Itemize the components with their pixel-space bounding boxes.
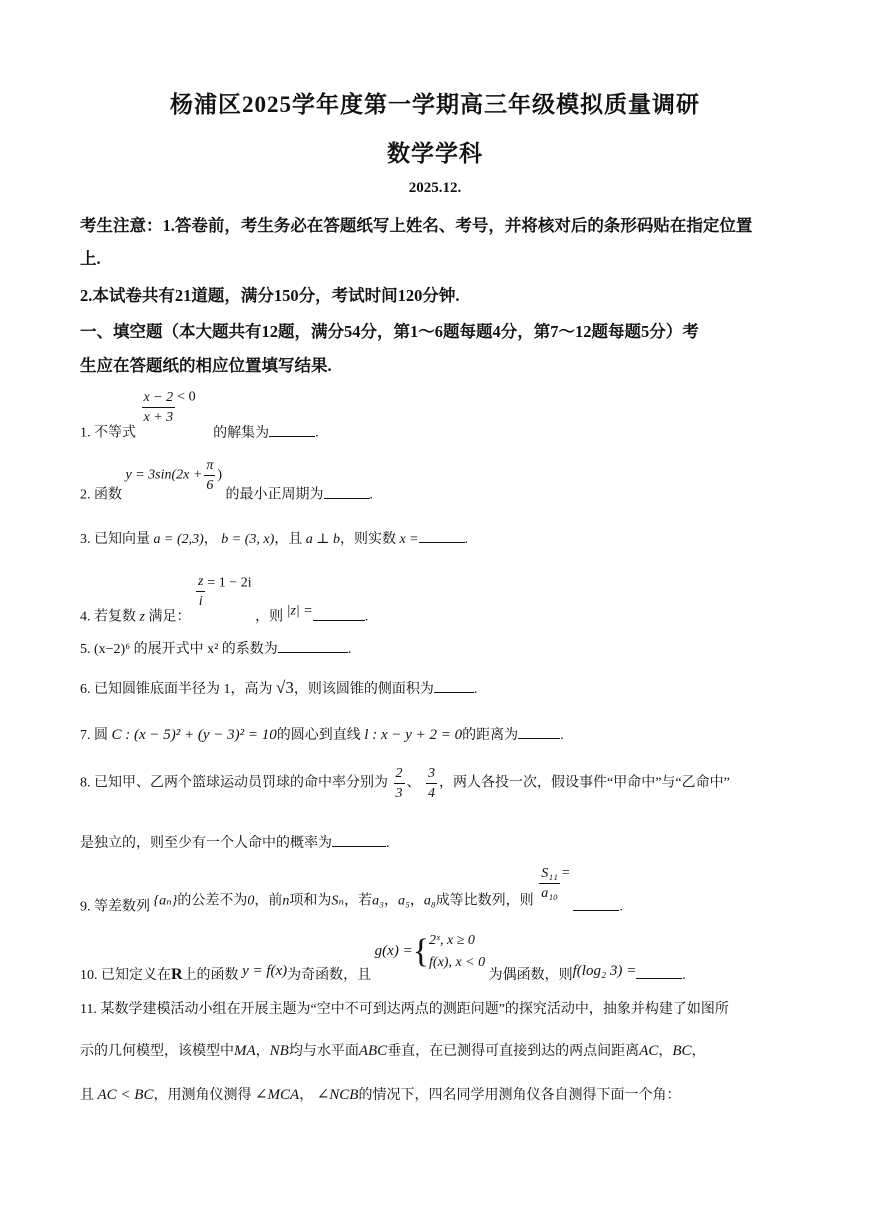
q11-angle-ncb: ∠NCB <box>316 1087 359 1103</box>
q2-prefix: 2. 函数 <box>80 487 122 503</box>
q11-line-2a: 示的几何模型，该模型中 <box>80 1044 234 1059</box>
q3-answer-blank[interactable] <box>419 528 465 543</box>
q8-prob-1-num: 2 <box>394 764 405 784</box>
notice-line-2: 2.本试卷共有21道题，满分150分，考试时间120分钟. <box>80 286 460 305</box>
q9-zero: 0 <box>247 893 255 909</box>
q4-middle: 满足： <box>148 609 191 625</box>
q4-prefix: 4. 若复数 <box>80 609 136 625</box>
q8-line-2: 是独立的，则至少有一个人命中的概率为 <box>80 836 332 851</box>
question-2 <box>80 456 373 504</box>
q1-answer-blank[interactable] <box>269 422 315 437</box>
q3-vector-a: a = (2,3) <box>153 532 204 547</box>
q1-denominator: x + 3 <box>143 410 174 425</box>
q11-line-3c: 的情况下，四名同学用测角仪各自测得下面一个角： <box>358 1088 681 1103</box>
question-5 <box>80 638 351 658</box>
question-8-line-2 <box>80 832 390 852</box>
q11-line-3a: 且 <box>80 1088 94 1103</box>
q1-numerator: x − 2 <box>142 388 176 408</box>
q9-a8: a₈ <box>423 893 436 909</box>
exam-title: 杨浦区2025学年度第一学期高三年级模拟质量调研 <box>170 92 700 117</box>
q4-rhs: = 1 − 2i <box>207 575 252 591</box>
q8-suffix: ，两人各投一次，假设事件“甲命中”与“乙命中” <box>439 775 730 791</box>
q11-line-3b: ，用测角仪测得 <box>153 1088 252 1103</box>
q1-suffix: 的解集为 <box>213 425 270 441</box>
q10-function: y = f(x) <box>242 963 288 980</box>
q2-numerator: π <box>204 456 215 476</box>
q2-expression-b: ) <box>217 467 223 483</box>
q8-prob-2-num: 3 <box>426 764 437 784</box>
q8-prob-2 <box>426 764 437 803</box>
q9-text-3: 项和为 <box>289 893 332 909</box>
q4-end: . <box>364 609 369 625</box>
q3-separator: ， <box>203 532 218 547</box>
q8-prob-1 <box>394 764 405 803</box>
question-9 <box>80 864 623 916</box>
q11-line-2c: 垂直，在已测得可直接到达的两点间距离 <box>387 1044 640 1059</box>
q10-g-label: g(x) = <box>374 943 413 960</box>
question-11-line-1 <box>80 998 729 1018</box>
q8-separator: 、 <box>406 775 421 791</box>
q8-answer-blank[interactable] <box>332 832 386 847</box>
q10-case-2: f(x), x < 0 <box>429 955 486 970</box>
question-3 <box>80 528 468 548</box>
q10-case-1: 2ˣ, x ≥ 0 <box>429 933 475 948</box>
section1-line-2: 生应在答题纸的相应位置填写结果. <box>80 356 332 375</box>
question-6 <box>80 678 477 698</box>
q11-angle-mca: ∠MCA <box>254 1087 300 1103</box>
question-11-line-2 <box>80 1040 706 1060</box>
q3-variable: x = <box>399 532 419 547</box>
q7-middle: 的圆心到直线 <box>276 728 361 743</box>
q7-end: . <box>560 728 564 743</box>
q8-prob-1-den: 3 <box>395 786 403 801</box>
q10-text-3: 为偶函数，则 <box>488 968 573 984</box>
q7-line-equation: l : x − y + 2 = 0 <box>364 727 463 743</box>
notice-line-1b: 上. <box>80 249 101 268</box>
q11-inequality: AC < BC <box>97 1087 154 1103</box>
q3-prefix: 3. 已知向量 <box>80 532 150 547</box>
q9-numerator: S₁₁ <box>539 864 560 884</box>
q2-fraction <box>204 456 215 495</box>
q10-answer-blank[interactable] <box>636 964 682 979</box>
q9-text-2: ，前 <box>254 893 283 909</box>
q10-end: . <box>682 968 686 984</box>
q10-prefix: 10. 已知定义在 <box>80 968 171 984</box>
q10-answer-expr: f(log₂ 3) = <box>572 963 637 980</box>
q10-text-1: 上的函数 <box>182 968 239 984</box>
q2-expression-a: y = 3sin(2x + <box>125 467 203 483</box>
q6-prefix: 6. 已知圆锥底面半径为 1，高为 <box>80 682 273 697</box>
q10-text-2: 为奇函数，且 <box>287 968 372 984</box>
q4-z: z <box>139 609 145 625</box>
q9-text-5: 成等比数列，则 <box>435 893 534 909</box>
q8-prefix: 8. 已知甲、乙两个篮球运动员罚球的命中率分别为 <box>80 775 388 791</box>
q8-prob-2-den: 4 <box>428 786 435 801</box>
q11-line-2b: 均与水平面 <box>288 1044 359 1059</box>
q8-end: . <box>386 836 390 851</box>
question-10 <box>80 930 686 984</box>
q2-answer-blank[interactable] <box>324 484 370 499</box>
section1-line-1: 一、填空题（本大题共有12题，满分54分，第1～6题每题4分，第7～12题每题5分）考 <box>80 322 699 341</box>
q6-end: . <box>473 682 478 697</box>
question-7 <box>80 724 564 744</box>
q4-modulus: |z| = <box>286 603 313 619</box>
q11-comma-2: ， <box>658 1044 673 1059</box>
q6-sqrt: √3 <box>276 678 294 697</box>
q3-vector-b: b = (3, x) <box>221 532 275 547</box>
q9-comma-1: ， <box>383 893 398 909</box>
subject-title: 数学学科 <box>387 141 483 166</box>
question-11-line-3 <box>80 1084 680 1104</box>
q3-suffix: ，则实数 <box>339 532 396 547</box>
q10-cases <box>429 930 485 974</box>
q11-abc: ABC <box>358 1043 388 1059</box>
q11-comma-1: ， <box>255 1044 270 1059</box>
q10-brace: { <box>412 933 430 970</box>
q9-n: n <box>282 893 290 909</box>
q9-text-4: ，若 <box>344 893 373 909</box>
q3-middle: ，且 <box>274 532 303 547</box>
q11-ma: MA <box>234 1043 256 1059</box>
question-4 <box>80 572 368 626</box>
q11-bc: BC <box>672 1043 692 1059</box>
q1-prefix: 1. 不等式 <box>80 425 136 441</box>
q9-comma-2: ， <box>409 893 424 909</box>
notice-line-1: 考生注意：1.答卷前，考生务必在答题纸写上姓名、考号，并将核对后的条形码贴在指定位置 <box>80 216 753 235</box>
q7-suffix: 的距离为 <box>462 728 519 743</box>
q6-suffix: ，则该圆锥的侧面积为 <box>293 682 434 697</box>
q4-numerator: z <box>196 572 205 592</box>
q2-end: . <box>369 487 374 503</box>
q1-fraction <box>142 388 176 427</box>
q2-suffix: 的最小正周期为 <box>225 487 324 503</box>
q9-equals: = <box>561 865 570 881</box>
q9-fraction <box>539 864 560 903</box>
question-1 <box>80 388 319 442</box>
q9-denominator: a₁₀ <box>541 886 558 901</box>
q2-denominator: 6 <box>206 478 214 493</box>
q1-end: . <box>315 425 319 441</box>
q5-text: 5. (x−2)⁶ 的展开式中 x² 的系数为 <box>80 642 278 657</box>
q9-sequence: {aₙ} <box>153 893 178 909</box>
q5-end: . <box>347 642 352 657</box>
q11-comma-4: ， <box>299 1088 314 1103</box>
q3-perpendicular: a ⊥ b <box>305 532 340 547</box>
q7-circle-equation: C : (x − 5)² + (y − 3)² = 10 <box>111 727 277 743</box>
q11-nb: NB <box>269 1043 289 1059</box>
q7-answer-blank[interactable] <box>518 724 560 739</box>
q9-end: . <box>619 899 623 915</box>
q11-comma-3: ， <box>691 1044 706 1059</box>
q9-a3: a₃ <box>372 893 384 909</box>
q4-denominator: i <box>198 594 203 609</box>
q11-ac: AC <box>639 1043 659 1059</box>
question-8 <box>80 764 730 803</box>
q4-answer-blank[interactable] <box>313 606 365 621</box>
q9-a5: a₅ <box>397 893 410 909</box>
q7-prefix: 7. 圆 <box>80 728 108 743</box>
q6-answer-blank[interactable] <box>434 678 474 693</box>
q9-sum: Sₙ <box>331 893 345 909</box>
q4-fraction <box>196 572 205 611</box>
q5-answer-blank[interactable] <box>278 638 348 653</box>
q9-answer-blank[interactable] <box>573 896 619 911</box>
q11-line-1: 11. 某数学建模活动小组在开展主题为“空中不可到达两点的测距问题”的探究活动中，抽象并构建了如图所 <box>80 1002 729 1017</box>
q10-real-set: R <box>171 966 183 984</box>
q9-text-1: 的公差不为 <box>177 893 248 909</box>
q9-prefix: 9. 等差数列 <box>80 899 150 915</box>
exam-date: 2025.12. <box>408 180 462 196</box>
q4-suffix: ，则 <box>255 609 284 625</box>
q1-relation: < 0 <box>177 389 196 405</box>
q3-end: . <box>464 532 469 547</box>
